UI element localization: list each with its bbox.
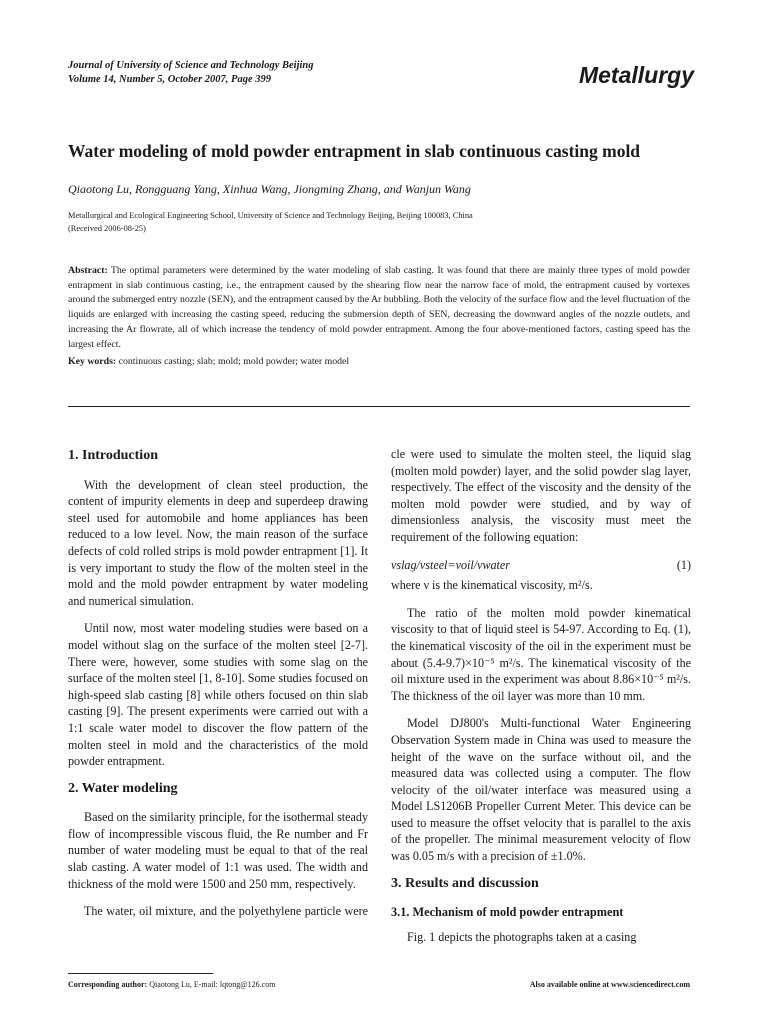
affiliation: Metallurgical and Ecological Engineering School, University of Science and Technology Beijing, Beijing 100083, China [68,211,473,220]
abstract-label: Abstract: [68,265,108,276]
article-authors: Qiaotong Lu, Rongguang Yang, Xinhua Wang, Jiongming Zhang, and Wanjun Wang [68,182,471,196]
keywords-text: continuous casting; slab; mold; mold powder; water model [118,356,350,367]
equation-number: (1) [676,557,691,572]
corresponding-label: Corresponding author: [68,980,148,989]
paragraph: Until now, most water modeling studies were based on a model without slag on the surface of the molten steel [2-7]. There were, however, some studies with some slag on the surface of the molten steel [1, 8-10]. Some studies focused on high-speed slab casting [8] while others focused on thin slab casting [9]. The present experiments were carried out with a 1:1 scale water model to discover the flow pattern of the molten steel in mold and the characteristics of the mold powder entrapment. [68,621,368,769]
section-heading-introduction: 1. Introduction [68,448,158,463]
received-date: (Received 2006-08-25) [68,224,146,233]
affiliation-block [68,209,473,235]
paragraph: where ν is the kinematical viscosity, m²/s. [391,578,593,593]
online-availability: Also available online at www.sciencedirect.com [529,980,690,989]
left-column [68,448,368,930]
abstract [68,264,690,352]
journal-info [68,59,314,87]
corresponding-text: Qiaotong Lu, E-mail: lqtong@126.com [149,980,276,989]
paragraph: Model DJ800's Multi-functional Water Engineering Observation System made in China was used to measure the height of the wave on the surface without oil, and the measured data was collected using a computer. The flow velocity of the oil/water interface was measured using a Model LS1206B Propeller Current Meter. This device can be used to measure the offset velocity that is parallel to the axis of the propeller. The minimal measurement velocity of flow was 0.05 m/s with a precision of ±1.0%. [391,716,691,864]
section-heading-results: 3. Results and discussion [391,875,539,891]
keywords [68,356,349,367]
keywords-label: Key words: [68,356,117,367]
paragraph: The water, oil mixture, and the polyethylene particle were [84,904,368,919]
section-tag: Metallurgy [578,62,694,88]
paragraph: With the development of clean steel production, the content of impurity elements in deep and superdeep drawing steel used for automobile and home appliances has been reduced to a low level. Now, the main reason of the surface defects of cold rolled strips is mold powder entrapment [1]. It is very important to study the flow of the molten steel in the mold and the mold powder entrapment by water modeling and numerical simulation. [68,477,368,608]
equation-text: νslag/νsteel=νoil/νwater [391,557,510,572]
equation [391,557,691,574]
footnote-divider [68,973,213,974]
paragraph: Based on the similarity principle, for the isothermal steady flow of incompressible viscous fluid, the Re number and Fr number of water modeling must be equal to that of the real slab casting. A water model of 1:1 was used. The width and thickness of the mold were 1500 and 250 mm, respectively. [68,810,368,891]
article-title: Water modeling of mold powder entrapment in slab continuous casting mold [68,141,641,161]
paragraph-continued: cle were used to simulate the molten steel, the liquid slag (molten mold powder) layer, and the solid powder slag layer, respectively. The effect of the viscosity and the density of the molten mold powder were studied, and by way of dimensionless analysis, the viscosity must meet the requirement of the following equation: [391,447,691,544]
paragraph: The ratio of the molten mold powder kinematical viscosity to that of liquid steel is 54-97. According to Eq. (1), the kinematical viscosity of the oil in the experiment must be about (5.4-9.7)×10⁻⁵ m²/s. The kinematical viscosity of the oil mixture used in the experiment was about 8.86×10⁻⁵ m²/s. The thickness of the oil layer was more than 10 mm. [391,605,691,703]
right-column [391,446,691,956]
section-heading-water-modeling: 2. Water modeling [68,780,178,796]
paragraph: Fig. 1 depicts the photographs taken at a casing [407,929,637,944]
journal-volume: Volume 14, Number 5, October 2007, Page 399 [68,74,271,85]
abstract-text: The optimal parameters were determined by the water modeling of slab casting. It was found that there are mainly three types of mold powder entrapment in slab continuous casting, i.e., the entrapment caused by the shearing flow near the narrow face of mold, the entrapment caused by vortexes around the submerged entry nozzle (SEN), and the entrapment caused by the Ar bubbling. Both the velocity of the surface flow and the level fluctuation of the liquids are enlarged with increasing the casting speed, reducing the submersion depth of SEN, decreasing the downward angles of the nozzle outlets, and increasing the Ar flowrate, all of which increase the tendency of mold powder entrapment. Among the four above-mentioned factors, casting speed has the largest effect. [68,265,690,350]
corresponding-author [68,980,275,989]
subsection-heading-mechanism: 3.1. Mechanism of mold powder entrapment [391,905,624,920]
header-divider [68,406,690,407]
journal-name: Journal of University of Science and Technology Beijing [68,60,314,71]
